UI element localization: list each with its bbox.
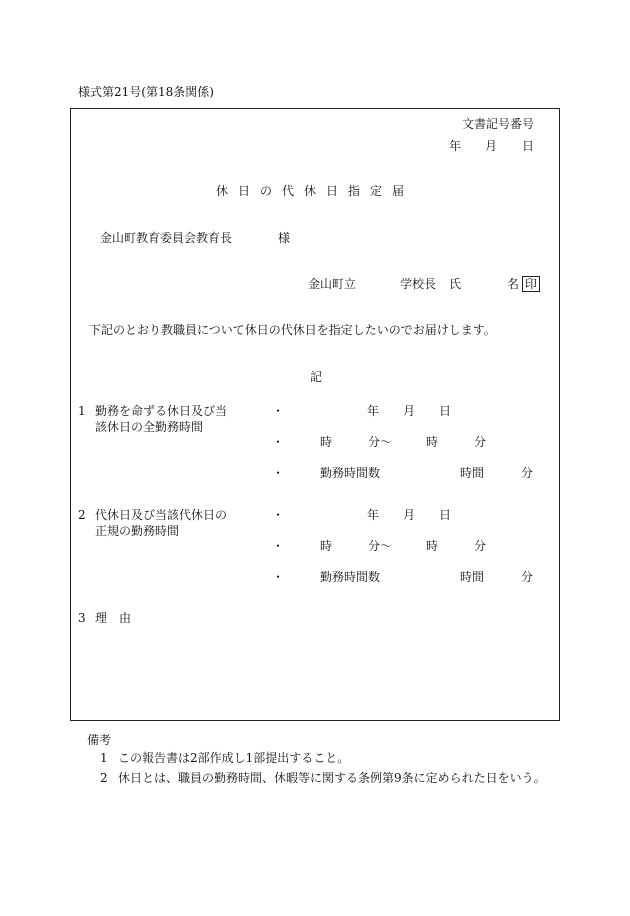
item2-number: 2 [78, 508, 86, 522]
date-year: 年 [449, 139, 462, 153]
item2-month: 月 [403, 508, 416, 522]
item1-year: 年 [367, 404, 380, 418]
addressee-honorific: 様 [278, 231, 291, 245]
item1-hours-label: 勤務時間数 [320, 466, 381, 480]
ki-heading: 記 [310, 370, 323, 384]
item3-label: 理 由 [95, 611, 132, 625]
item2-label-line1: 代休日及び当該代休日の [95, 508, 228, 522]
date-day: 日 [522, 139, 535, 153]
note1-text: この報告書は2部作成し1部提出すること。 [118, 751, 350, 765]
addressee-name: 金山町教育委員会教育長 [100, 231, 233, 245]
item2-bullet-time: ・ [272, 539, 285, 553]
note2-number: 2 [100, 771, 108, 785]
item2-hour-from: 時 [320, 539, 333, 553]
seal-mark: 印 [522, 276, 540, 292]
item1-hour-from: 時 [320, 435, 333, 449]
notes-heading: 備考 [87, 733, 112, 747]
sender-principal: 学校長 [400, 277, 437, 291]
intro-text: 下記のとおり教職員について休日の代休日を指定したいのでお届けします。 [89, 323, 496, 337]
sender-mei-label: 名 [507, 277, 520, 291]
date-month: 月 [485, 139, 498, 153]
item2-year: 年 [367, 508, 380, 522]
sender-school-prefix: 金山町立 [308, 277, 357, 291]
note1-number: 1 [100, 751, 108, 765]
item2-min-to: 分 [474, 539, 487, 553]
sender-mei [507, 276, 540, 292]
doc-number: 文書記号番号 [462, 117, 535, 131]
item1-min-from: 分〜 [368, 435, 393, 449]
item1-hour-to: 時 [426, 435, 439, 449]
item1-month: 月 [403, 404, 416, 418]
note2-text: 休日とは、職員の勤務時間、休暇等に関する条例第9条に定められた日をいう。 [118, 771, 546, 785]
item2-minutes-unit: 分 [521, 570, 534, 584]
item2-hours-unit: 時間 [460, 570, 485, 584]
item1-bullet-date: ・ [272, 404, 285, 418]
item2-day: 日 [439, 508, 452, 522]
item2-min-from: 分〜 [368, 539, 393, 553]
item1-label-line2: 該休日の全勤務時間 [95, 420, 204, 434]
item3-number: 3 [78, 611, 86, 625]
item2-bullet-date: ・ [272, 508, 285, 522]
item1-bullet-hours: ・ [272, 466, 285, 480]
item1-bullet-time: ・ [272, 435, 285, 449]
sender-shi: 氏 [449, 277, 462, 291]
item2-hours-label: 勤務時間数 [320, 570, 381, 584]
item1-min-to: 分 [474, 435, 487, 449]
item1-number: 1 [78, 404, 86, 418]
item2-label-line2: 正規の勤務時間 [95, 524, 180, 538]
item1-day: 日 [439, 404, 452, 418]
item2-bullet-hours: ・ [272, 570, 285, 584]
page-title: 休日の代休日指定届 [216, 184, 415, 198]
item1-minutes-unit: 分 [521, 466, 534, 480]
item1-label-line1: 勤務を命ずる休日及び当 [95, 404, 228, 418]
form-label: 様式第21号(第18条関係) [78, 85, 214, 99]
item2-hour-to: 時 [426, 539, 439, 553]
item1-hours-unit: 時間 [460, 466, 485, 480]
